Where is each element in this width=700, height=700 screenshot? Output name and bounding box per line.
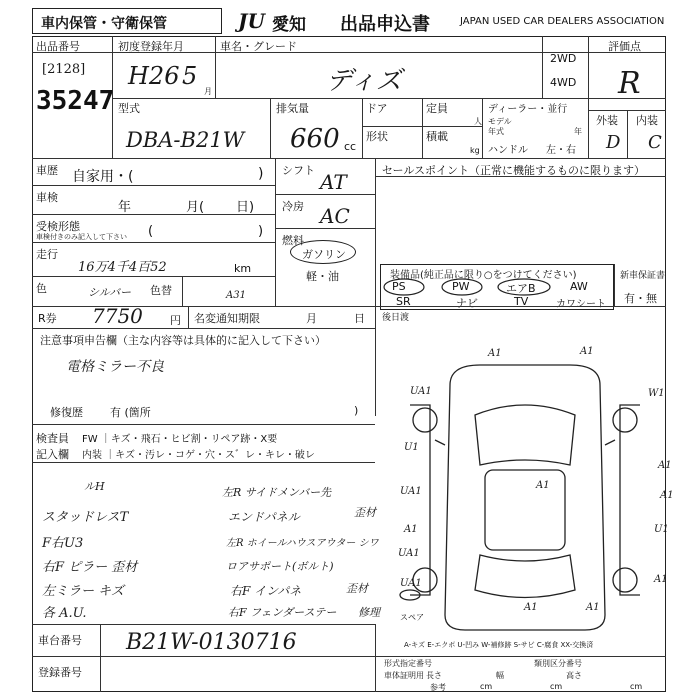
shift-value: AT xyxy=(320,170,347,194)
equip-navi: ナビ xyxy=(456,297,478,310)
inspector-note-left-1: ルH xyxy=(84,480,105,493)
storage-label: 車内保管・守衛保管 xyxy=(41,16,167,32)
inspection-day-unit: 日) xyxy=(236,200,255,215)
inspector-note-right-3: 左R ホイールハウスアウター シワ xyxy=(226,538,379,549)
inspector-note-left-5: 左ミラー キズ xyxy=(42,584,124,599)
gasoline-circle xyxy=(290,240,356,264)
inspector-note-side-3: 修理 xyxy=(358,606,380,619)
repair-history-label: 修復歴 xyxy=(50,406,83,419)
history-close: ) xyxy=(258,166,264,182)
load-unit: kg xyxy=(470,146,480,155)
inspector-note-right-6: 右F フェンダーステー xyxy=(228,606,337,619)
repair-history-close: ) xyxy=(354,404,359,417)
inspector-note-right-2: エンドパネル xyxy=(228,510,300,524)
interior-label: 内装 xyxy=(636,114,658,127)
diagram-mark-16: W1 xyxy=(648,388,665,399)
diagram-mark-10: U1 xyxy=(654,524,669,535)
diagram-mark-1: A1 xyxy=(488,348,502,359)
equip-leather: カワシート xyxy=(556,299,606,310)
interior-value: C xyxy=(648,132,662,153)
equip-pw: PW xyxy=(452,280,470,293)
diagram-mark-12: UA1 xyxy=(398,548,420,559)
first-registration-label: 初度登録年月 xyxy=(118,40,184,53)
reference-label-1: 参考 xyxy=(430,683,446,692)
checker-row-2: 内装 ｜キズ・汚レ・コゲ・穴・ス゛レ・キレ・破レ xyxy=(82,450,315,461)
cm-unit-2: cm xyxy=(550,682,563,691)
month-unit: 月 xyxy=(204,87,212,96)
checker-label-2: 記入欄 xyxy=(36,448,69,461)
capacity-label: 定員 xyxy=(426,102,448,115)
rating-label: 評価点 xyxy=(608,40,641,53)
inspector-note-side-1: 歪材 xyxy=(354,506,376,519)
shift-label: シフト xyxy=(282,164,315,177)
equip-sr: SR xyxy=(396,295,411,308)
fuel-label: 燃料 xyxy=(282,234,304,247)
diagram-mark-13: A1 xyxy=(654,574,668,585)
handle-options: 左・右 xyxy=(546,145,576,156)
transfer-day: 日 xyxy=(354,312,365,325)
lot-number-label: 出品番号 xyxy=(36,40,80,53)
cm-unit-1: cm xyxy=(480,682,493,691)
equip-airbag: エアB xyxy=(506,282,536,295)
car-name-value: ディズ xyxy=(326,66,402,96)
model-label: 型式 xyxy=(118,102,140,115)
diagram-mark-15: A1 xyxy=(660,490,674,501)
diagram-mark-3: A1 xyxy=(536,480,550,491)
equip-ps: PS xyxy=(392,280,406,293)
width-label: 幅 xyxy=(496,671,504,680)
fuel-gasoline: ガソリン xyxy=(302,248,346,261)
ju-logo: JU xyxy=(238,9,265,33)
diagram-mark-2: A1 xyxy=(580,346,594,357)
damage-legend: A-キズ E-エクボ U-凹み W-補修跡 S-サビ C-腐食 XX-交換済 xyxy=(404,641,594,649)
recycle-unit: 円 xyxy=(170,314,181,327)
cm-unit-3: cm xyxy=(630,682,643,691)
load-label: 積載 xyxy=(426,130,448,143)
year-unit: 年 xyxy=(574,127,582,136)
inspector-note-right-5: 右F インパネ xyxy=(230,584,302,598)
lot-sub-number: [2128] xyxy=(42,62,86,77)
equip-tv: TV xyxy=(514,295,529,308)
registered-number-label: 登録番号 xyxy=(38,666,82,679)
diagram-mark-9: UA1 xyxy=(410,386,432,397)
vehicle-cert-label: 車体証明用 xyxy=(384,671,424,680)
inspector-note-left-3: F右U3 xyxy=(42,536,84,551)
equip-aw: AW xyxy=(570,280,588,293)
shape-label: 形状 xyxy=(366,130,388,143)
registration-year: H26 xyxy=(128,62,180,90)
mileage-unit: km xyxy=(234,262,252,275)
year-label: 年式 xyxy=(488,127,504,136)
equipment-circles xyxy=(382,277,562,297)
mileage-label: 走行 xyxy=(36,248,58,261)
lot-number: 35247 xyxy=(36,86,115,116)
color-code: A31 xyxy=(226,290,246,301)
inspector-note-right-1: 左R サイドメンバー先 xyxy=(222,486,332,499)
transfer-label: 名変通知期限 xyxy=(194,312,260,325)
registration-month: 5 xyxy=(182,62,198,90)
reception-label: 受検形態 xyxy=(36,220,80,233)
transfer-month: 月 xyxy=(306,312,317,325)
diagram-mark-4: A1 xyxy=(658,460,672,471)
diagram-mark-14: UA1 xyxy=(400,578,422,589)
handle-label: ハンドル xyxy=(488,145,528,156)
storage-badge xyxy=(32,8,222,34)
spare-label: スペア xyxy=(400,613,424,622)
inspection-month-unit: 月( xyxy=(186,200,205,215)
color-change-label: 色替 xyxy=(150,284,172,297)
model-year-label: モデル xyxy=(488,117,512,126)
diagram-mark-11: A1 xyxy=(404,524,418,535)
car-name-label: 車名・グレード xyxy=(220,40,297,53)
diagram-mark-7: A1 xyxy=(524,602,538,613)
type-cert-label: 形式指定番号 xyxy=(384,659,432,668)
2wd-option: 2WD xyxy=(550,52,577,65)
sales-point-label: セールスポイント（正常に機能するものに限ります） xyxy=(382,164,646,177)
chassis-label: 車台番号 xyxy=(38,634,82,647)
exterior-value: D xyxy=(606,132,621,153)
reception-close: ) xyxy=(258,224,264,239)
mileage-value: 16万4千4百52 xyxy=(78,260,167,275)
recycle-value: 7750 xyxy=(92,304,143,328)
reception-open: ( xyxy=(148,224,154,239)
exterior-label: 外装 xyxy=(596,114,618,127)
recycle-label: R券 xyxy=(38,312,57,325)
length-label: 長さ xyxy=(426,671,442,680)
rear-window-label: 後日渡 xyxy=(382,313,410,323)
inspector-note-side-2: 歪材 xyxy=(346,582,368,595)
doors-label: ドア xyxy=(366,102,388,115)
chassis-value: B21W-0130716 xyxy=(126,630,297,655)
fuel-diesel: 軽・油 xyxy=(306,270,339,283)
displacement-value: 660 xyxy=(290,124,340,154)
history-value: 自家用・( xyxy=(72,169,134,185)
checker-label: 検査員 xyxy=(36,432,69,445)
inspector-note-left-6: 各 A.U. xyxy=(42,606,87,621)
dealer-label: ディーラー・並行 xyxy=(488,104,568,115)
warranty-options: 有・無 xyxy=(624,292,657,305)
checker-row-1: FW ｜キズ・飛石・ヒビ割・リペア跡・X要 xyxy=(82,434,278,445)
category-label: 類別区分番号 xyxy=(534,659,582,668)
inspector-note-left-2: スタッドレスT xyxy=(42,510,129,525)
color-value: シルバー xyxy=(88,286,131,299)
height-label: 高さ xyxy=(566,671,582,680)
cooler-label: 冷房 xyxy=(282,200,304,213)
capacity-unit: 人 xyxy=(474,117,482,126)
history-label: 車歴 xyxy=(36,164,58,177)
warranty-label: 新車保証書 xyxy=(620,271,666,281)
reception-note: 車検付きのみ記入して下さい xyxy=(36,233,127,241)
4wd-option: 4WD xyxy=(550,76,577,89)
inspector-note-right-4: ロアサポート(ボルト) xyxy=(226,560,334,573)
repair-history-value: 有 (箇所 xyxy=(110,406,151,419)
prefecture-label: 愛知 xyxy=(272,15,306,35)
form-title: 出品申込書 xyxy=(340,14,430,35)
color-label: 色 xyxy=(36,282,47,295)
association-name: JAPAN USED CAR DEALERS ASSOCIATION xyxy=(460,16,665,27)
diagram-mark-6: U1 xyxy=(404,442,419,453)
diagram-mark-8: A1 xyxy=(586,602,600,613)
inspection-label: 車検 xyxy=(36,191,58,204)
inspector-note-left-4: 右F ピラー 歪材 xyxy=(42,560,138,575)
notes-label: 注意事項申告欄（主な内容等は具体的に記入して下さい） xyxy=(40,334,326,347)
diagram-mark-5: UA1 xyxy=(400,486,422,497)
rating-value: R xyxy=(618,66,641,101)
notes-text: 電格ミラー不良 xyxy=(66,359,164,375)
model-value: DBA-B21W xyxy=(126,128,245,152)
displacement-label: 排気量 xyxy=(276,102,309,115)
inspection-year-unit: 年 xyxy=(118,200,132,215)
cooler-value: AC xyxy=(320,204,350,228)
displacement-unit: cc xyxy=(344,140,357,153)
equipment-label: 装備品(純正品に限り○をつけてください) xyxy=(390,270,577,281)
